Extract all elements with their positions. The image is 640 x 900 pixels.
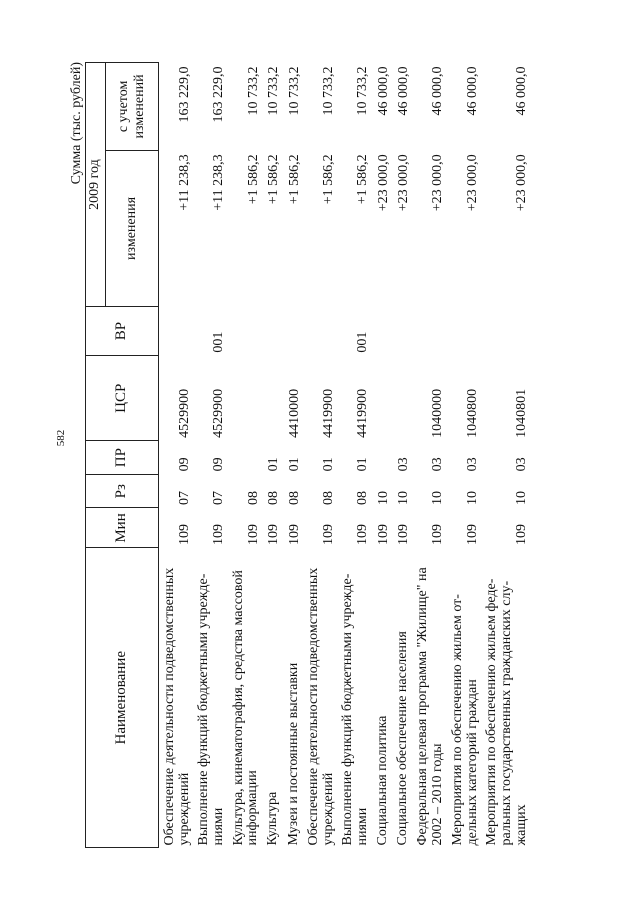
row-csr: 4410000 [286,388,302,438]
row-pr [230,441,264,475]
row-name: Федеральная целевая программа "Жилище" на 2002 – 2010 годы [415,567,446,846]
header-csr: ЦСР [86,356,159,441]
row-pr: 03 [396,457,412,472]
row-vr [159,307,196,356]
row-total: 10 733,2 [286,66,302,116]
row-pr: 03 [513,457,529,472]
header-with-changes: с учетом изменений [106,63,159,151]
row-total: 10 733,2 [245,66,261,116]
row-csr: 1040801 [513,388,529,438]
table-row [195,63,229,848]
row-changes: +1 586,2 [286,154,302,205]
row-total: 10 733,2 [266,66,282,116]
row-changes: +23 000,0 [464,154,480,212]
row-vr [264,307,284,356]
row-total: 10 733,2 [355,66,371,116]
row-vr [483,307,532,356]
row-vr [449,307,483,356]
header-row [86,63,106,848]
table-row [414,63,448,848]
row-rz: 10 [375,490,391,505]
row-rz: 08 [355,490,371,505]
row-pr: 03 [464,457,480,472]
row-name: Социальное обеспечение населения [395,631,411,846]
table-row [285,63,305,848]
row-csr [264,356,284,441]
row-min: 109 [286,523,302,545]
table-row [230,63,264,848]
row-rz: 08 [286,490,302,505]
row-pr: 09 [211,457,227,472]
row-min: 109 [430,523,446,545]
row-total: 46 000,0 [375,66,391,116]
row-total: 46 000,0 [396,66,412,116]
row-pr: 01 [266,457,282,472]
row-vr: 001 [355,331,371,353]
row-pr: 03 [430,457,446,472]
row-changes: +1 586,2 [266,154,282,205]
row-total: 163 229,0 [211,66,227,123]
row-min: 109 [375,523,391,545]
row-min: 109 [396,523,412,545]
table-body [159,63,533,848]
table-row [483,63,532,848]
row-pr [374,441,394,475]
row-min: 109 [320,523,336,545]
row-min: 109 [176,523,192,545]
budget-table [85,62,532,848]
row-rz: 08 [320,490,336,505]
header-rz: Рз [86,474,159,508]
row-total: 46 000,0 [464,66,480,116]
row-csr: 1040800 [464,388,480,438]
row-vr [394,307,414,356]
row-changes: +23 000,0 [513,154,529,212]
row-pr: 09 [176,457,192,472]
units-label: Сумма (тыс. рублей) [69,62,84,185]
row-vr [374,307,394,356]
row-min: 109 [245,523,261,545]
row-name: Культура [265,791,281,846]
row-name: Культура, кинематография, средства массовой информации [230,570,261,846]
row-rz: 08 [266,490,282,505]
row-vr: 001 [211,331,227,353]
row-total: 163 229,0 [176,66,192,123]
row-csr: 1040000 [430,388,446,438]
row-rz: 07 [176,490,192,505]
row-name: Музеи и постоянные выставки [285,662,301,846]
row-min: 109 [211,523,227,545]
row-vr [230,307,264,356]
header-name: Наименование [86,548,159,848]
row-pr: 01 [355,457,371,472]
row-rz: 10 [464,490,480,505]
row-min: 109 [355,523,371,545]
header-year: 2009 год [86,63,106,307]
row-rz: 10 [396,490,412,505]
header-changes: изменения [106,150,159,306]
table-row [339,63,373,848]
row-changes: +23 000,0 [396,154,412,212]
row-rz: 08 [245,490,261,505]
table-row [374,63,394,848]
page-number: 582 [55,429,67,447]
row-changes: +11 238,3 [211,154,227,211]
row-changes: +1 586,2 [320,154,336,205]
row-changes: +11 238,3 [176,154,192,211]
row-csr: 4419900 [355,388,371,438]
row-csr: 4529900 [211,388,227,438]
row-rz: 10 [513,490,529,505]
row-total: 10 733,2 [320,66,336,116]
header-min: Мин [86,508,159,548]
row-name: Выполнение функций бюджетными учрежде-ниями [340,573,370,846]
row-name: Социальная политика [374,715,390,846]
row-name: Выполнение функций бюджетными учрежде-ниями [196,573,227,846]
row-csr [230,356,264,441]
row-min: 109 [464,523,480,545]
row-csr: 4529900 [176,388,192,438]
row-rz: 10 [430,490,446,505]
row-min: 109 [513,523,529,545]
row-vr [305,307,339,356]
header-pr: ПР [86,441,159,475]
row-total: 46 000,0 [513,66,529,116]
row-vr [285,307,305,356]
row-vr [414,307,448,356]
row-total: 46 000,0 [430,66,446,116]
table-row [159,63,196,848]
row-changes: +1 586,2 [245,154,261,205]
row-name: Мероприятия по обеспечению жильем от-дельных категорий граждан [449,594,480,846]
row-changes: +23 000,0 [375,154,391,212]
header-vr: ВР [86,307,159,356]
row-pr: 01 [286,457,302,472]
table-row [305,63,339,848]
table-row [264,63,284,848]
row-changes: +1 586,2 [355,154,371,205]
row-changes: +23 000,0 [430,154,446,212]
row-rz: 07 [211,490,227,505]
row-min: 109 [266,523,282,545]
row-name: Обеспечение деятельности подведомственных учреждений [305,567,336,846]
table-row [394,63,414,848]
table-row [449,63,483,848]
row-name: Обеспечение деятельности подведомственных учреждений [162,567,192,846]
row-csr: 4419900 [320,388,336,438]
budget-table-page [68,62,583,848]
row-name: Мероприятия по обеспечению жильем феде-ральных государственных гражданских слу-жащих [484,578,529,846]
row-pr: 01 [320,457,336,472]
row-csr [394,356,414,441]
row-csr [374,356,394,441]
